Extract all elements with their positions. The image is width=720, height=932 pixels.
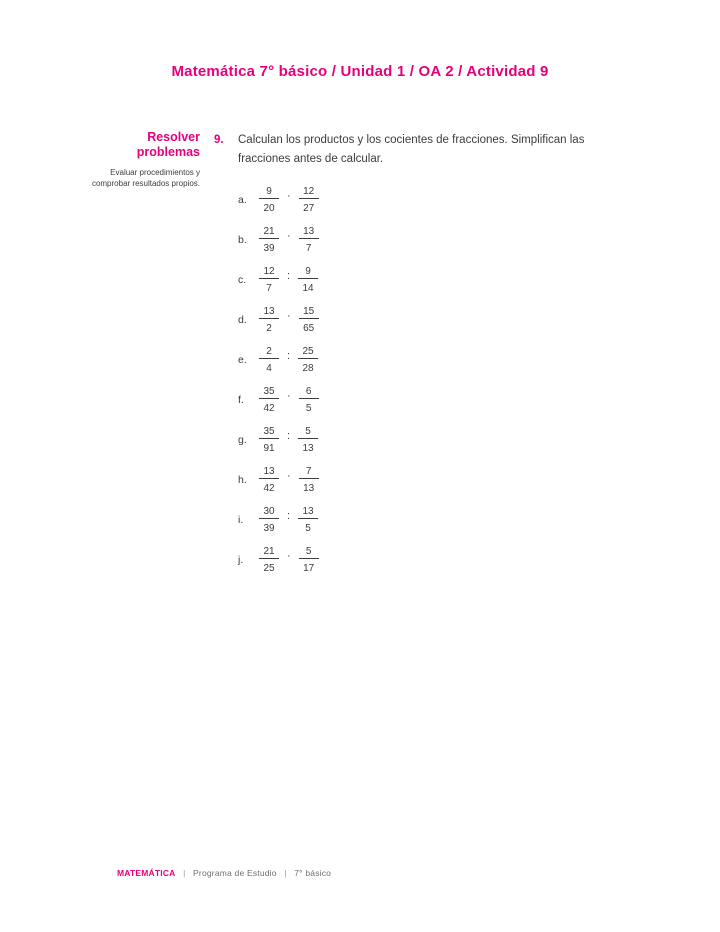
item-letter: b. <box>238 234 247 246</box>
fraction-numerator: 12 <box>259 266 279 279</box>
fraction-first <box>258 346 280 374</box>
item-letter: i. <box>238 514 244 526</box>
fraction-numerator: 9 <box>259 186 279 199</box>
exercise-block <box>214 131 604 580</box>
fraction-first <box>258 546 280 574</box>
exercise-item <box>238 540 604 580</box>
item-letter: e. <box>238 354 247 366</box>
footer-grade: 7° básico <box>294 868 332 878</box>
item-letter: a. <box>238 194 247 206</box>
fraction-numerator: 13 <box>259 306 279 319</box>
fraction-first <box>258 186 280 214</box>
fraction-denominator: 17 <box>303 563 315 574</box>
fraction-denominator: 5 <box>305 523 311 534</box>
fraction-numerator: 5 <box>298 426 318 439</box>
fraction-numerator: 9 <box>298 266 318 279</box>
item-letter: f. <box>238 394 244 406</box>
fraction-denominator: 7 <box>266 283 272 294</box>
fraction-second <box>298 546 320 574</box>
fraction-numerator: 25 <box>298 346 318 359</box>
footer-separator: | <box>183 868 186 878</box>
fraction-denominator: 28 <box>302 363 314 374</box>
fraction-numerator: 21 <box>259 226 279 239</box>
fraction-numerator: 13 <box>299 226 319 239</box>
operator: : <box>287 350 291 362</box>
exercise-item <box>238 260 604 300</box>
fraction-denominator: 27 <box>303 203 315 214</box>
fraction-denominator: 65 <box>303 323 315 334</box>
fraction-second <box>298 466 320 494</box>
sidebar-note: Evaluar procedimientos y comprobar resultados propios. <box>91 168 200 188</box>
item-letter: g. <box>238 434 247 446</box>
exercise-item <box>238 180 604 220</box>
exercise-items <box>238 180 604 580</box>
sidebar <box>88 130 200 189</box>
exercise-item <box>238 460 604 500</box>
exercise-item <box>238 300 604 340</box>
fraction-denominator: 14 <box>302 283 314 294</box>
item-letter: j. <box>238 554 244 566</box>
sidebar-heading <box>88 130 200 160</box>
page-footer <box>117 868 331 878</box>
exercise-item <box>238 340 604 380</box>
fraction-second <box>297 426 319 454</box>
fraction-denominator: 20 <box>263 203 275 214</box>
fraction-numerator: 6 <box>299 386 319 399</box>
fraction-denominator: 5 <box>305 403 312 414</box>
exercise-instructions: Calculan los productos y los cocientes de fracciones. Simplifican las fracciones antes de calcular. <box>238 134 585 165</box>
fraction-first <box>258 226 280 254</box>
fraction-numerator: 13 <box>259 466 279 479</box>
page-title: Matemática 7° básico / Unidad 1 / OA 2 / Actividad 9 <box>171 63 549 80</box>
operator: · <box>287 190 291 202</box>
footer-separator: | <box>284 868 287 878</box>
fraction-numerator: 30 <box>259 506 279 519</box>
fraction-second <box>298 306 320 334</box>
item-letter: c. <box>238 274 247 286</box>
fraction-numerator: 15 <box>299 306 319 319</box>
exercise-item <box>238 500 604 540</box>
operator: · <box>287 310 291 322</box>
fraction-first <box>258 306 280 334</box>
fraction-second <box>298 226 320 254</box>
fraction-numerator: 2 <box>259 346 279 359</box>
fraction-denominator: 25 <box>263 563 275 574</box>
footer-brand: MATEMÁTICA <box>117 868 176 878</box>
fraction-denominator: 39 <box>263 243 275 254</box>
operator: · <box>287 550 291 562</box>
operator: : <box>287 510 291 522</box>
fraction-denominator: 4 <box>266 363 272 374</box>
item-letter: h. <box>238 474 247 486</box>
fraction-numerator: 21 <box>259 546 279 559</box>
sidebar-heading-line2: problemas <box>136 145 200 159</box>
fraction-denominator: 13 <box>302 443 314 454</box>
fraction-first <box>258 506 280 534</box>
operator: · <box>287 470 291 482</box>
operator: · <box>287 390 291 402</box>
exercise-item <box>238 220 604 260</box>
fraction-numerator: 35 <box>259 426 279 439</box>
exercise-item <box>238 380 604 420</box>
fraction-denominator: 7 <box>305 243 312 254</box>
fraction-second <box>297 266 319 294</box>
fraction-first <box>258 426 280 454</box>
operator: · <box>287 230 291 242</box>
fraction-denominator: 2 <box>266 323 272 334</box>
fraction-second <box>297 346 319 374</box>
instruction-row <box>214 131 604 169</box>
fraction-second <box>297 506 319 534</box>
fraction-numerator: 12 <box>299 186 319 199</box>
fraction-denominator: 91 <box>263 443 275 454</box>
exercise-number: 9. <box>214 134 224 146</box>
fraction-denominator: 42 <box>263 483 275 494</box>
fraction-numerator: 7 <box>299 466 319 479</box>
fraction-numerator: 5 <box>299 546 319 559</box>
fraction-first <box>258 266 280 294</box>
operator: : <box>287 430 291 442</box>
fraction-denominator: 42 <box>263 403 275 414</box>
fraction-numerator: 35 <box>259 386 279 399</box>
footer-program: Programa de Estudio <box>193 868 277 878</box>
operator: : <box>287 270 291 282</box>
fraction-first <box>258 466 280 494</box>
fraction-second <box>298 386 320 414</box>
fraction-denominator: 39 <box>263 523 275 534</box>
fraction-denominator: 13 <box>303 483 315 494</box>
item-letter: d. <box>238 314 247 326</box>
exercise-item <box>238 420 604 460</box>
fraction-first <box>258 386 280 414</box>
sidebar-heading-line1: Resolver <box>147 130 200 144</box>
fraction-second <box>298 186 320 214</box>
fraction-numerator: 13 <box>298 506 318 519</box>
